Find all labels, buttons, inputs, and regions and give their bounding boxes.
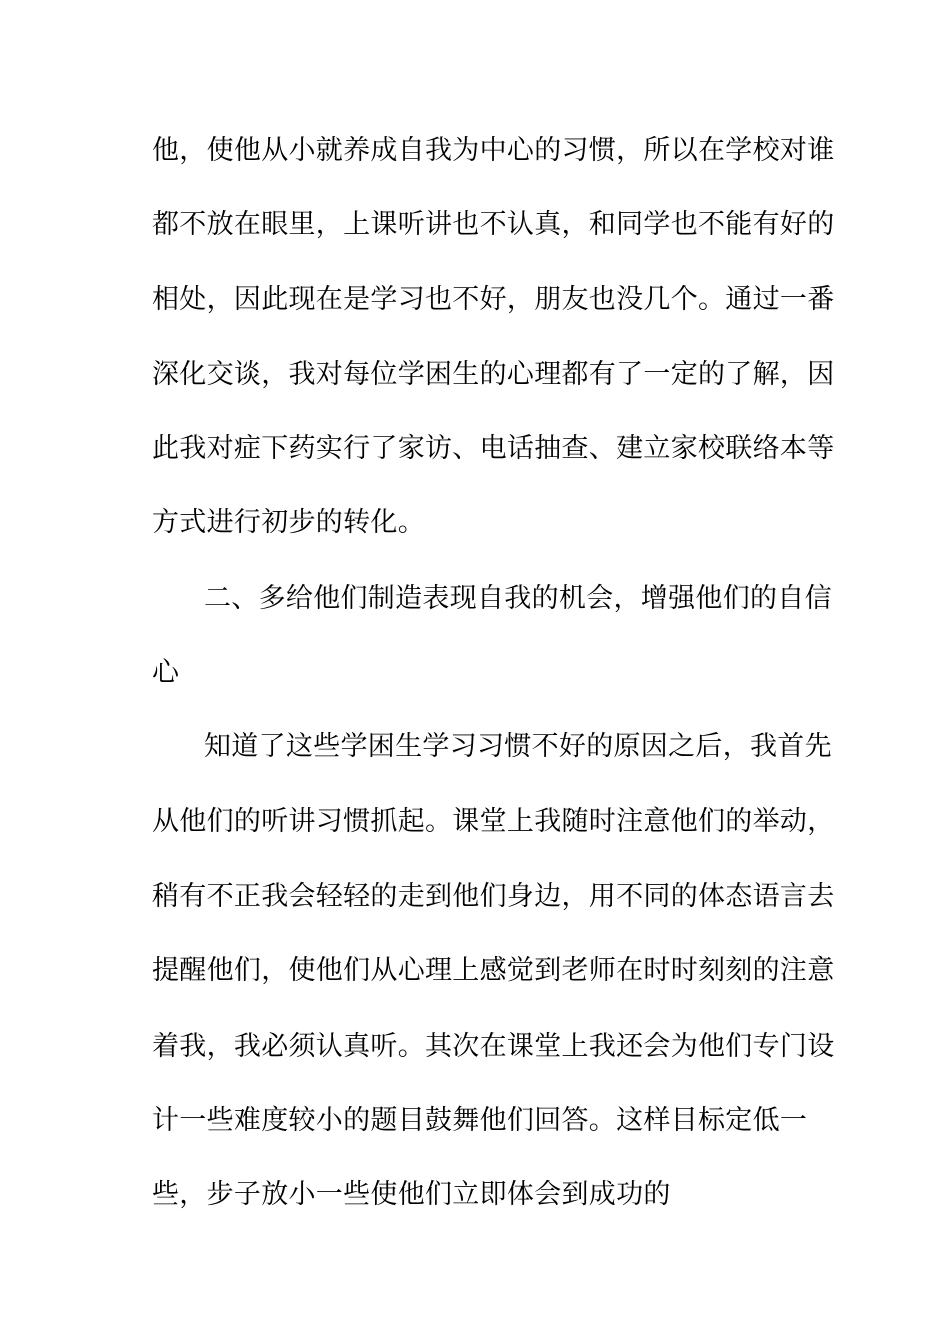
text-line: 深化交谈，我对每位学困生的心理都有了一定的了解，因: [152, 359, 835, 390]
text-line: 从他们的听讲习惯抓起。课堂上我随时注意他们的举动，: [152, 806, 835, 837]
text-line: 他，使他从小就养成自我为中心的习惯，所以在学校对谁: [152, 135, 835, 166]
text-line: 知道了这些学困生学习习惯不好的原因之后，我首先: [204, 731, 832, 762]
heading-line: 二、多给他们制造表现自我的机会，增强他们的自信: [204, 583, 832, 614]
text-line: 着我，我必须认真听。其次在课堂上我还会为他们专门设: [152, 1031, 835, 1062]
text-line: 计一些难度较小的题目鼓舞他们回答。这样目标定低一: [152, 1105, 808, 1136]
text-line: 方式进行初步的转化。: [152, 507, 425, 538]
heading-line: 心: [152, 657, 180, 688]
text-line: 此我对症下药实行了家访、电话抽查、建立家校联络本等: [152, 433, 835, 464]
text-line: 相处，因此现在是学习也不好，朋友也没几个。通过一番: [152, 284, 835, 315]
text-line: 都不放在眼里，上课听讲也不认真，和同学也不能有好的: [152, 209, 835, 240]
text-line: 稍有不正我会轻轻的走到他们身边，用不同的体态语言去: [152, 881, 835, 912]
text-line: 提醒他们，使他们从心理上感觉到老师在时时刻刻的注意: [152, 955, 835, 986]
text-line: 些，步子放小一些使他们立即体会到成功的: [152, 1179, 671, 1210]
